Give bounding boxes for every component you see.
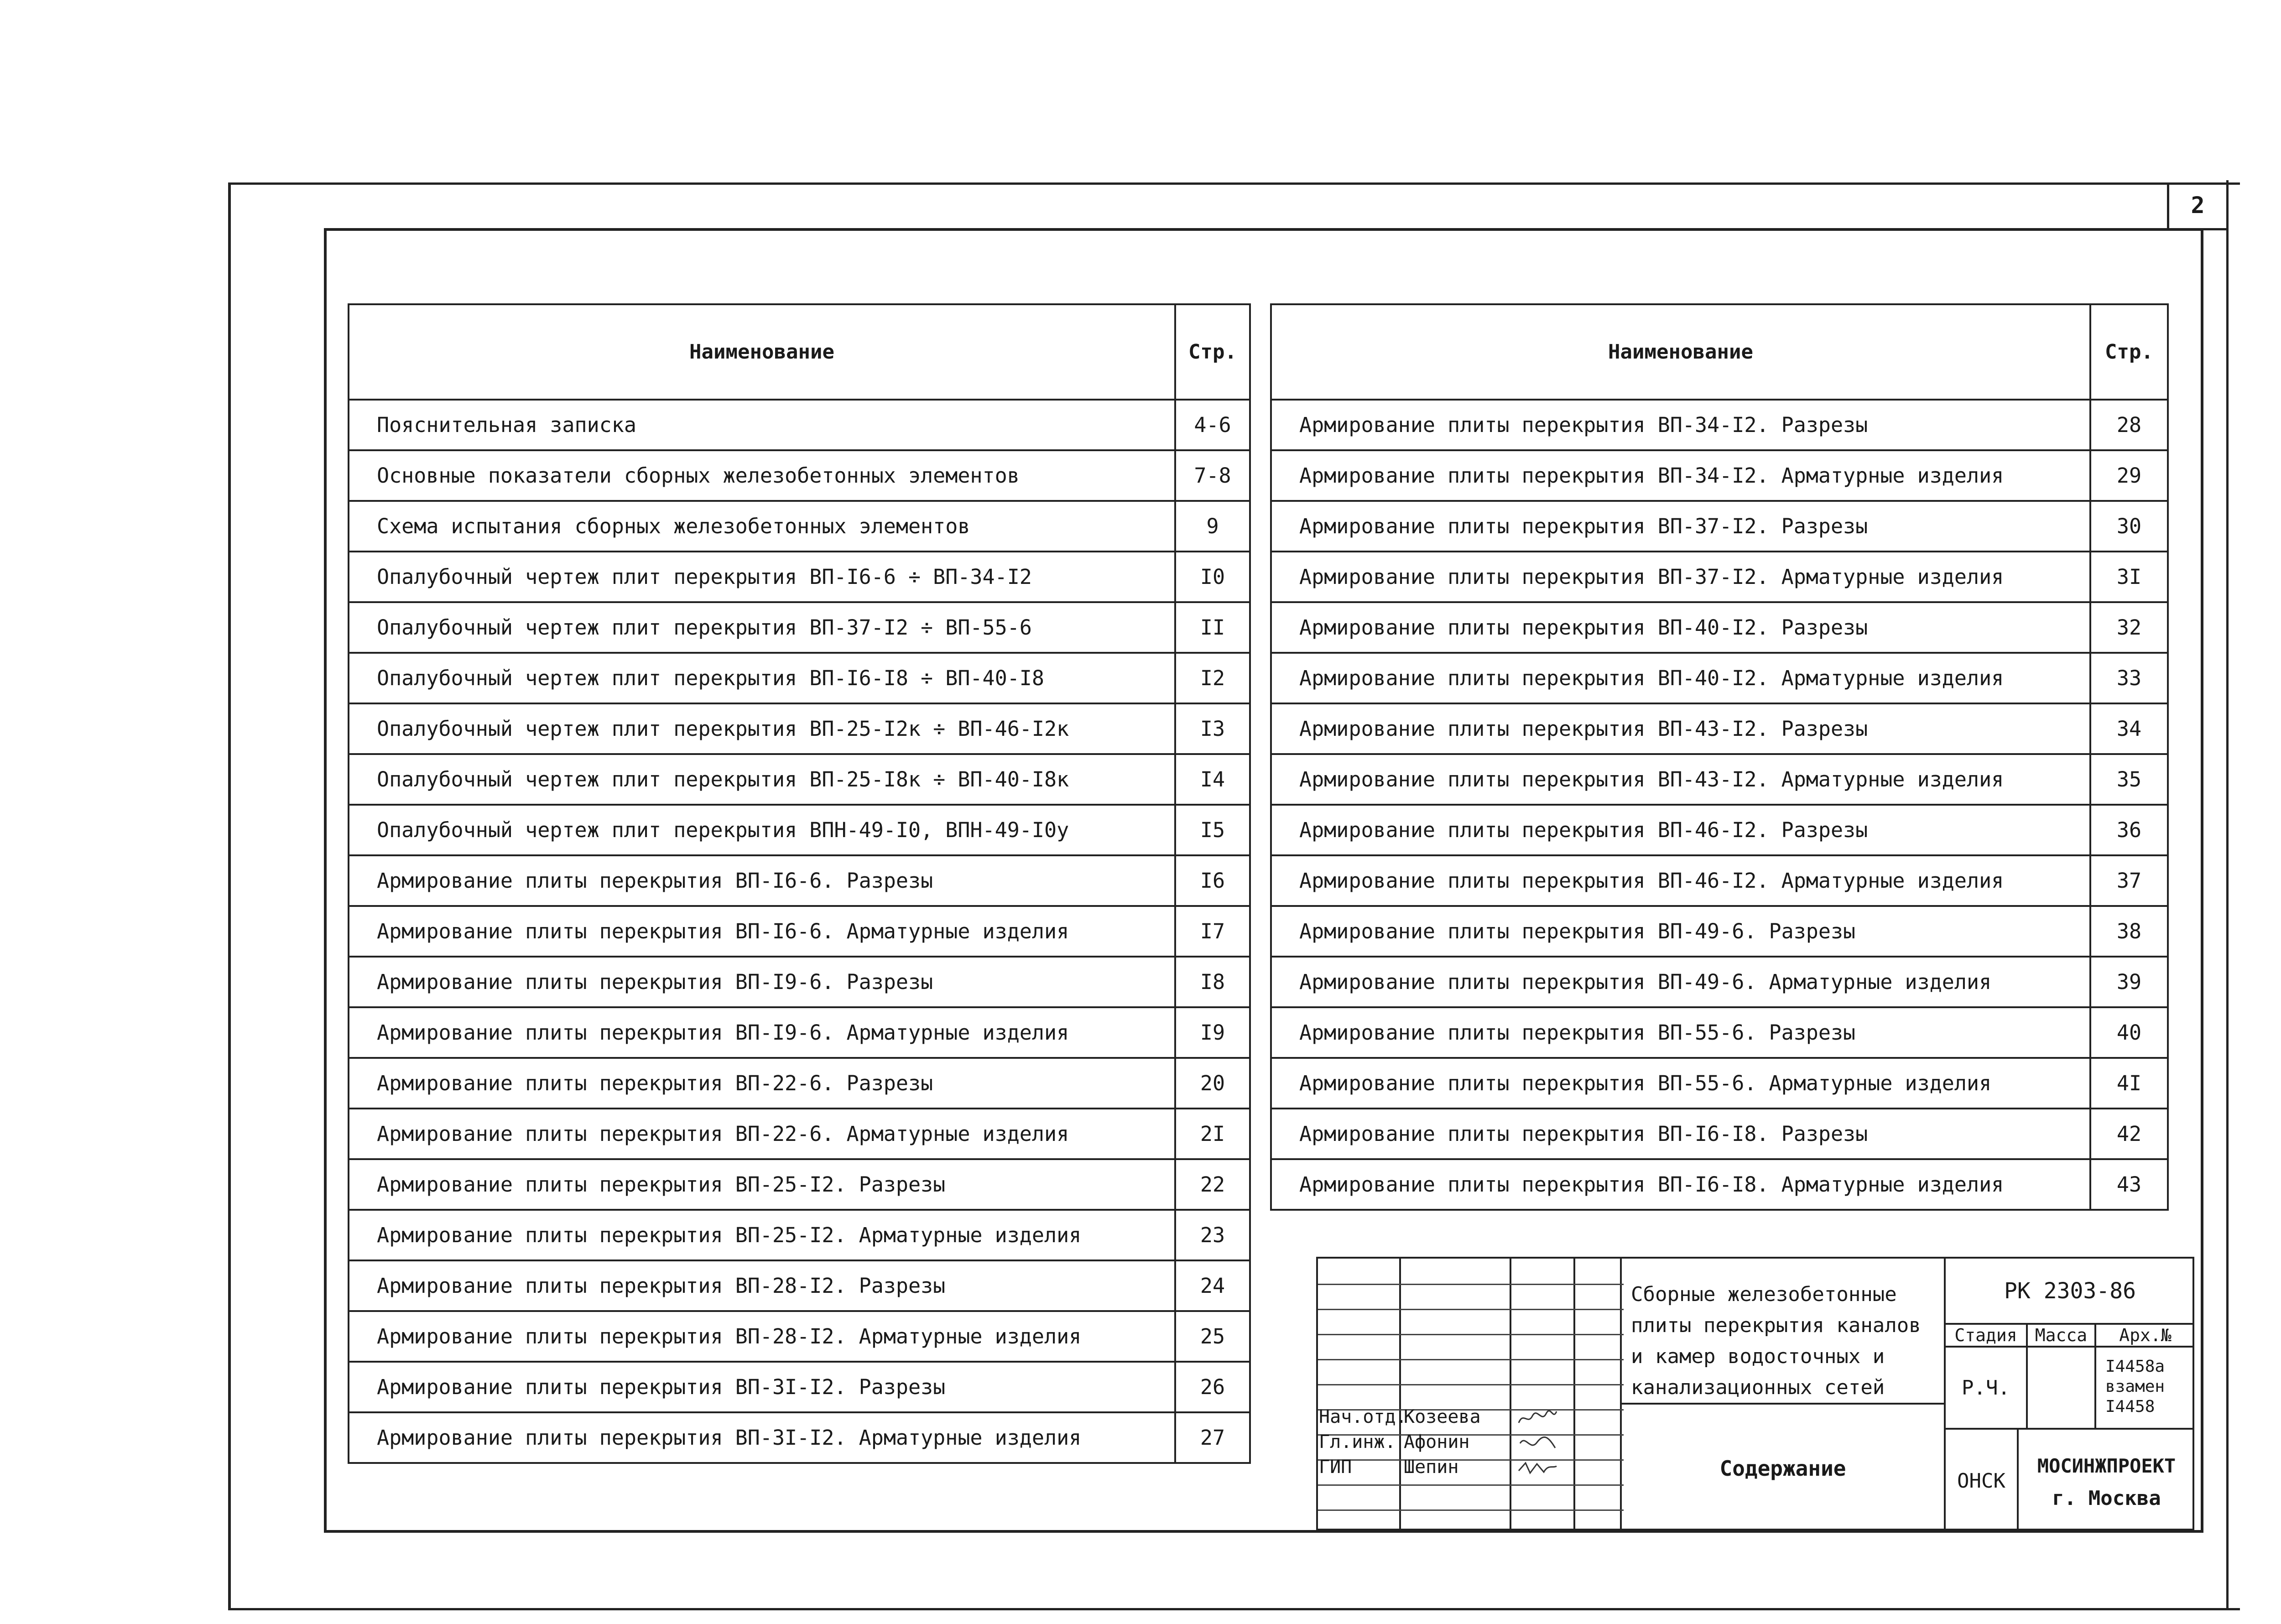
row-page-number: 42 xyxy=(2090,1109,2168,1159)
stage-value: Р.Ч. xyxy=(1946,1348,2028,1430)
row-title: Опалубочный чертеж плит перекрытия ВП-25-I2к ÷ ВП-46-I2к xyxy=(349,703,1175,754)
table-row xyxy=(1271,1109,2168,1159)
grid-line xyxy=(1318,1359,1624,1360)
row-page-number: 38 xyxy=(2090,906,2168,957)
row-title: Пояснительная записка xyxy=(349,400,1175,450)
row-title: Армирование плиты перекрытия ВП-40-I2. Разрезы xyxy=(1271,602,2090,653)
grid-line xyxy=(1318,1284,1624,1285)
table-row xyxy=(349,400,1250,450)
row-title: Армирование плиты перекрытия ВП-3I-I2. Арматурные изделия xyxy=(349,1412,1175,1463)
row-page-number: I8 xyxy=(1175,957,1250,1007)
row-page-number: 24 xyxy=(1175,1260,1250,1311)
row-title: Армирование плиты перекрытия ВП-37-I2. Арматурные изделия xyxy=(1271,552,2090,602)
row-title: Армирование плиты перекрытия ВП-55-6. Разрезы xyxy=(1271,1007,2090,1058)
row-page-number: II xyxy=(1175,602,1250,653)
row-title: Армирование плиты перекрытия ВП-I6-6. Разрезы xyxy=(349,855,1175,906)
table-row xyxy=(1271,1058,2168,1109)
table-row xyxy=(1271,855,2168,906)
staff-role-1: Нач.отд. xyxy=(1319,1406,1407,1427)
row-page-number: 7-8 xyxy=(1175,450,1250,501)
organization-city: г. Москва xyxy=(2052,1487,2161,1510)
row-page-number: 27 xyxy=(1175,1412,1250,1463)
table-row xyxy=(1271,400,2168,450)
row-page-number: I5 xyxy=(1175,805,1250,855)
row-page-number: 40 xyxy=(2090,1007,2168,1058)
row-page-number: 28 xyxy=(2090,400,2168,450)
signature-1 xyxy=(1516,1409,1557,1427)
row-page-number: I3 xyxy=(1175,703,1250,754)
row-page-number: 29 xyxy=(2090,450,2168,501)
title-block xyxy=(1316,1257,2194,1530)
header-page: Стр. xyxy=(2090,304,2168,400)
row-page-number: I7 xyxy=(1175,906,1250,957)
row-title: Армирование плиты перекрытия ВП-34-I2. Разрезы xyxy=(1271,400,2090,450)
table-row xyxy=(349,653,1250,703)
row-page-number: 4-6 xyxy=(1175,400,1250,450)
header-name: Наименование xyxy=(1271,304,2090,400)
staff-surname-1: Козеева xyxy=(1404,1406,1481,1427)
row-title: Армирование плиты перекрытия ВП-25-I2. Арматурные изделия xyxy=(349,1210,1175,1260)
row-page-number: 39 xyxy=(2090,957,2168,1007)
row-title: Схема испытания сборных железобетонных элементов xyxy=(349,501,1175,552)
row-page-number: 30 xyxy=(2090,501,2168,552)
row-page-number: I0 xyxy=(1175,552,1250,602)
table-row xyxy=(349,1412,1250,1463)
table-row xyxy=(349,754,1250,805)
row-page-number: 22 xyxy=(1175,1159,1250,1210)
table-row xyxy=(349,805,1250,855)
table-row xyxy=(1271,602,2168,653)
row-page-number: 37 xyxy=(2090,855,2168,906)
row-title: Армирование плиты перекрытия ВП-22-6. Арматурные изделия xyxy=(349,1109,1175,1159)
table-header-row xyxy=(1271,304,2168,400)
row-title: Армирование плиты перекрытия ВП-55-6. Арматурные изделия xyxy=(1271,1058,2090,1109)
row-title: Армирование плиты перекрытия ВП-I9-6. Разрезы xyxy=(349,957,1175,1007)
row-title: Армирование плиты перекрытия ВП-25-I2. Разрезы xyxy=(349,1159,1175,1210)
project-title: Сборные железобетонные плиты перекрытия каналов и камер водосточных и канализационных сетей xyxy=(1622,1259,1946,1405)
table-row xyxy=(349,602,1250,653)
row-page-number: 4I xyxy=(2090,1058,2168,1109)
table-row xyxy=(349,1210,1250,1260)
row-title: Опалубочный чертеж плит перекрытия ВП-I6-6 ÷ ВП-34-I2 xyxy=(349,552,1175,602)
row-page-number: I4 xyxy=(1175,754,1250,805)
row-title: Армирование плиты перекрытия ВП-I6-I8. Арматурные изделия xyxy=(1271,1159,2090,1210)
table-row xyxy=(1271,754,2168,805)
staff-role-3: ГИП xyxy=(1319,1457,1352,1478)
title-block-description xyxy=(1622,1257,2194,1530)
archive-value: I4458а взамен I4458 xyxy=(2096,1348,2194,1430)
row-title: Армирование плиты перекрытия ВП-28-I2. Арматурные изделия xyxy=(349,1311,1175,1362)
document-code: РК 2303-86 xyxy=(1946,1259,2194,1325)
table-row xyxy=(1271,501,2168,552)
contents-table-right xyxy=(1270,303,2169,1211)
row-page-number: I9 xyxy=(1175,1007,1250,1058)
row-title: Армирование плиты перекрытия ВП-I6-6. Арматурные изделия xyxy=(349,906,1175,957)
revision-grid xyxy=(1316,1257,1622,1530)
table-row xyxy=(349,703,1250,754)
row-page-number: 23 xyxy=(1175,1210,1250,1260)
table-row xyxy=(349,1159,1250,1210)
table-row xyxy=(1271,906,2168,957)
table-row xyxy=(1271,653,2168,703)
grid-line xyxy=(1318,1384,1624,1385)
contents-body-right xyxy=(1271,400,2168,1210)
table-header-row xyxy=(349,304,1250,400)
sheet-title: Содержание xyxy=(1622,1405,1946,1532)
row-title: Армирование плиты перекрытия ВП-I6-I8. Разрезы xyxy=(1271,1109,2090,1159)
table-row xyxy=(349,1362,1250,1412)
row-page-number: I6 xyxy=(1175,855,1250,906)
contents-table-left xyxy=(348,303,1251,1464)
row-page-number: 3I xyxy=(2090,552,2168,602)
staff-role-2: Гл.инж. xyxy=(1319,1431,1396,1452)
city-code: ОНСК xyxy=(1946,1430,2019,1532)
row-title: Опалубочный чертеж плит перекрытия ВП-25-I8к ÷ ВП-40-I8к xyxy=(349,754,1175,805)
table-row xyxy=(349,906,1250,957)
row-page-number: 20 xyxy=(1175,1058,1250,1109)
row-title: Армирование плиты перекрытия ВП-46-I2. Разрезы xyxy=(1271,805,2090,855)
row-title: Опалубочный чертеж плит перекрытия ВП-I6-I8 ÷ ВП-40-I8 xyxy=(349,653,1175,703)
page-number: 2 xyxy=(2167,182,2226,230)
table-row xyxy=(349,1109,1250,1159)
grid-line xyxy=(1573,1259,1575,1529)
row-title: Армирование плиты перекрытия ВП-28-I2. Разрезы xyxy=(349,1260,1175,1311)
row-title: Основные показатели сборных железобетонных элементов xyxy=(349,450,1175,501)
row-title: Армирование плиты перекрытия ВП-40-I2. Арматурные изделия xyxy=(1271,653,2090,703)
table-row xyxy=(1271,450,2168,501)
stage-label: Стадия xyxy=(1946,1325,2028,1348)
row-page-number: 36 xyxy=(2090,805,2168,855)
row-page-number: 34 xyxy=(2090,703,2168,754)
row-page-number: 26 xyxy=(1175,1362,1250,1412)
grid-line xyxy=(1318,1459,1624,1461)
outer-frame-right-edge xyxy=(2226,180,2229,1608)
grid-line xyxy=(1318,1334,1624,1335)
grid-line xyxy=(1318,1484,1624,1486)
staff-surname-2: Афонин xyxy=(1404,1431,1470,1452)
row-title: Армирование плиты перекрытия ВП-43-I2. Разрезы xyxy=(1271,703,2090,754)
table-row xyxy=(1271,1007,2168,1058)
staff-surname-3: Шепин xyxy=(1404,1457,1459,1478)
row-page-number: 2I xyxy=(1175,1109,1250,1159)
table-row xyxy=(349,552,1250,602)
row-title: Армирование плиты перекрытия ВП-49-6. Разрезы xyxy=(1271,906,2090,957)
mass-value xyxy=(2028,1348,2096,1430)
grid-line xyxy=(1318,1309,1624,1310)
table-row xyxy=(349,1311,1250,1362)
table-row xyxy=(1271,957,2168,1007)
row-title: Армирование плиты перекрытия ВП-22-6. Разрезы xyxy=(349,1058,1175,1109)
organization: МОСИНЖПРОЕКТ xyxy=(2037,1455,2176,1477)
row-title: Армирование плиты перекрытия ВП-3I-I2. Разрезы xyxy=(349,1362,1175,1412)
row-title: Опалубочный чертеж плит перекрытия ВПН-49-I0, ВПН-49-I0у xyxy=(349,805,1175,855)
table-row xyxy=(349,501,1250,552)
grid-line xyxy=(1318,1509,1624,1511)
row-title: Армирование плиты перекрытия ВП-37-I2. Разрезы xyxy=(1271,501,2090,552)
table-row xyxy=(349,855,1250,906)
row-title: Армирование плиты перекрытия ВП-46-I2. Арматурные изделия xyxy=(1271,855,2090,906)
row-page-number: 32 xyxy=(2090,602,2168,653)
header-name: Наименование xyxy=(349,304,1175,400)
table-row xyxy=(1271,805,2168,855)
row-page-number: 25 xyxy=(1175,1311,1250,1362)
row-title: Армирование плиты перекрытия ВП-I9-6. Арматурные изделия xyxy=(349,1007,1175,1058)
header-page: Стр. xyxy=(1175,304,1250,400)
grid-line xyxy=(1510,1259,1511,1529)
row-page-number: 33 xyxy=(2090,653,2168,703)
contents-body-left xyxy=(349,400,1250,1463)
row-title: Армирование плиты перекрытия ВП-43-I2. Арматурные изделия xyxy=(1271,754,2090,805)
row-page-number: 35 xyxy=(2090,754,2168,805)
signature-3 xyxy=(1516,1459,1557,1478)
archive-label: Арх.№ xyxy=(2096,1325,2194,1348)
row-title: Армирование плиты перекрытия ВП-49-6. Арматурные изделия xyxy=(1271,957,2090,1007)
signature-2 xyxy=(1516,1434,1557,1452)
table-row xyxy=(349,1007,1250,1058)
row-title: Опалубочный чертеж плит перекрытия ВП-37-I2 ÷ ВП-55-6 xyxy=(349,602,1175,653)
table-row xyxy=(349,1260,1250,1311)
table-row xyxy=(349,1058,1250,1109)
table-row xyxy=(1271,552,2168,602)
row-page-number: 43 xyxy=(2090,1159,2168,1210)
table-row xyxy=(1271,703,2168,754)
mass-label: Масса xyxy=(2028,1325,2096,1348)
row-title: Армирование плиты перекрытия ВП-34-I2. Арматурные изделия xyxy=(1271,450,2090,501)
row-page-number: 9 xyxy=(1175,501,1250,552)
table-row xyxy=(1271,1159,2168,1210)
row-page-number: I2 xyxy=(1175,653,1250,703)
table-row xyxy=(349,450,1250,501)
table-row xyxy=(349,957,1250,1007)
grid-line xyxy=(1399,1259,1401,1529)
